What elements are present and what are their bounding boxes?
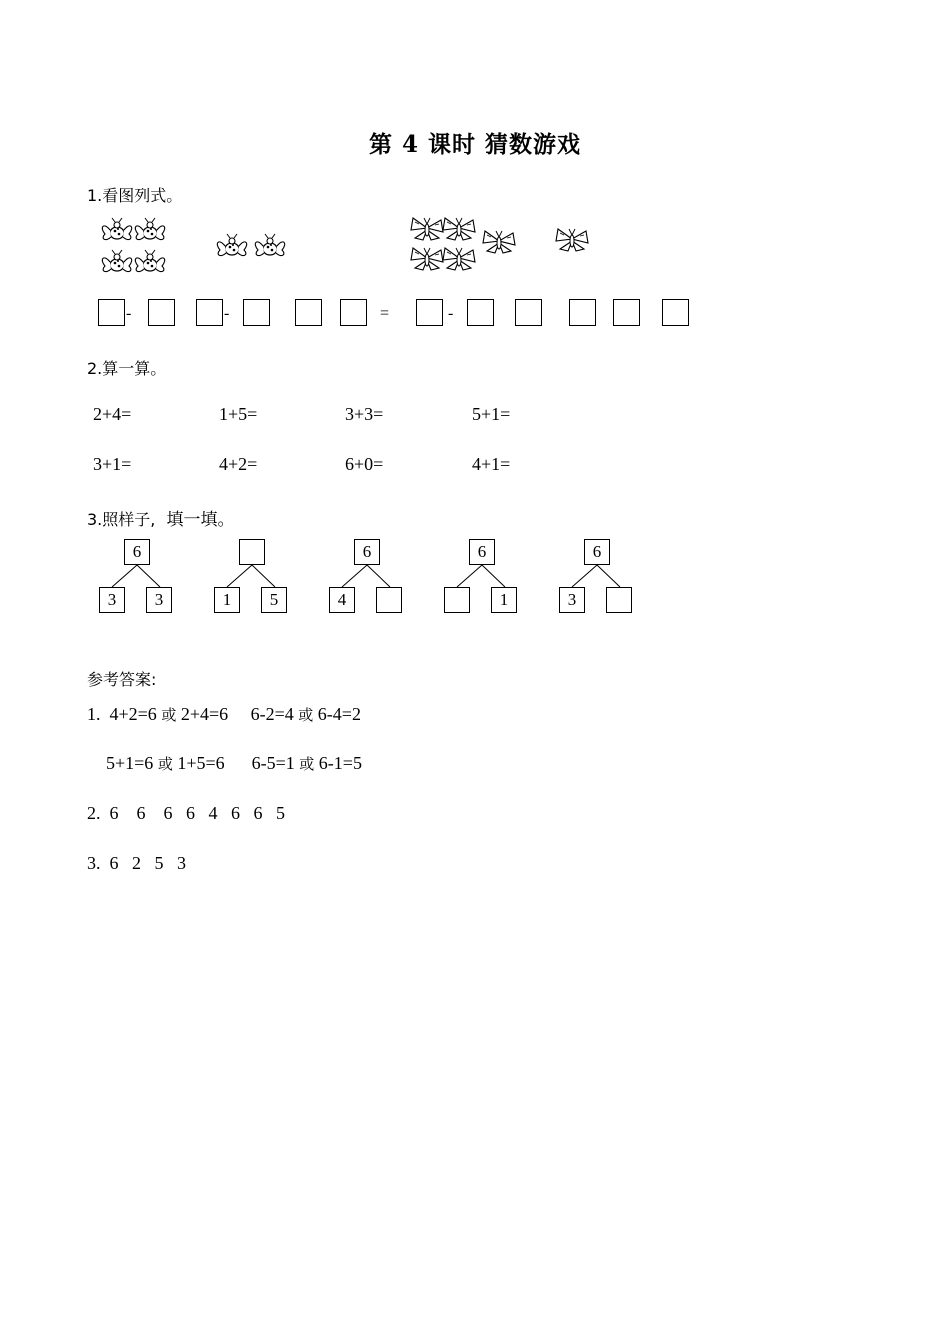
calc-expression: 6+0= xyxy=(345,454,384,474)
answer-box[interactable] xyxy=(569,299,596,326)
answer-box[interactable] xyxy=(467,299,494,326)
bond-top-box: 6 xyxy=(354,539,380,565)
bond-right-box[interactable] xyxy=(606,587,632,613)
butterfly-icon xyxy=(411,218,588,270)
answer-box[interactable] xyxy=(662,299,689,326)
answer-text: 5+1=6 xyxy=(106,753,158,773)
answer-or: 或 xyxy=(299,755,315,773)
answer-box[interactable] xyxy=(98,299,125,326)
number-bond xyxy=(213,538,293,618)
calc-expression: 2+4= xyxy=(93,404,132,424)
bond-left-box[interactable] xyxy=(444,587,470,613)
question-3-label xyxy=(87,505,234,530)
bond-top-box[interactable] xyxy=(239,539,265,565)
answer-box[interactable] xyxy=(243,299,270,326)
bond-right-box: 1 xyxy=(491,587,517,613)
answer-or: 或 xyxy=(157,755,173,773)
answer-box[interactable] xyxy=(515,299,542,326)
answer-box[interactable] xyxy=(148,299,175,326)
page-title: 第 4 课时 猜数游戏 xyxy=(368,131,582,158)
answers-heading: 参考答案: xyxy=(87,670,157,689)
answer-box[interactable] xyxy=(416,299,443,326)
calc-expression: 3+1= xyxy=(93,454,132,474)
bond-left-box: 3 xyxy=(99,587,125,613)
number-bond xyxy=(98,538,178,618)
answer-text: 1. 4+2=6 xyxy=(87,704,162,724)
answer-or: 或 xyxy=(161,706,177,724)
bond-left-box: 4 xyxy=(329,587,355,613)
number-bond xyxy=(328,538,408,618)
bond-top-box: 6 xyxy=(469,539,495,565)
bond-top-box: 6 xyxy=(584,539,610,565)
answer-line-4: 3. 6 2 5 3 xyxy=(87,853,186,873)
bond-left-box: 3 xyxy=(559,587,585,613)
picture-row xyxy=(95,208,605,280)
answer-box[interactable] xyxy=(196,299,223,326)
calc-expression: 4+1= xyxy=(472,454,511,474)
answer-box[interactable] xyxy=(340,299,367,326)
answer-text: 6-4=2 xyxy=(313,704,361,724)
bond-top-box: 6 xyxy=(124,539,150,565)
question-1-label: 1.看图列式。 xyxy=(87,186,183,205)
equals-sign: = xyxy=(380,305,390,322)
answer-line-1 xyxy=(87,704,361,725)
calc-expression: 5+1= xyxy=(472,404,511,424)
answer-text: 6-1=5 xyxy=(314,753,362,773)
answer-line-2 xyxy=(106,753,362,774)
answer-line-3: 2. 6 6 6 6 4 6 6 5 xyxy=(87,803,285,823)
bond-right-box: 3 xyxy=(146,587,172,613)
question-2-label: 2.算一算。 xyxy=(87,359,167,378)
minus-sign: - xyxy=(448,305,454,322)
question-3-label-prefix: 3.照样子, xyxy=(87,510,156,529)
bond-right-box: 5 xyxy=(261,587,287,613)
answer-box[interactable] xyxy=(295,299,322,326)
calc-expression: 4+2= xyxy=(219,454,258,474)
bond-left-box: 1 xyxy=(214,587,240,613)
minus-sign: - xyxy=(224,305,230,322)
ladybug-icon xyxy=(102,218,284,272)
bond-right-box[interactable] xyxy=(376,587,402,613)
minus-sign: - xyxy=(126,305,132,322)
question-3-label-suffix: 填一填。 xyxy=(166,510,235,530)
calc-expression: 3+3= xyxy=(345,404,384,424)
calc-expression: 1+5= xyxy=(219,404,258,424)
number-bond xyxy=(558,538,638,618)
answer-text: 2+4=6 6-2=4 xyxy=(176,704,299,724)
number-bond xyxy=(443,538,523,618)
answer-text: 1+5=6 6-5=1 xyxy=(172,753,300,773)
answer-box[interactable] xyxy=(613,299,640,326)
answer-or: 或 xyxy=(298,706,314,724)
